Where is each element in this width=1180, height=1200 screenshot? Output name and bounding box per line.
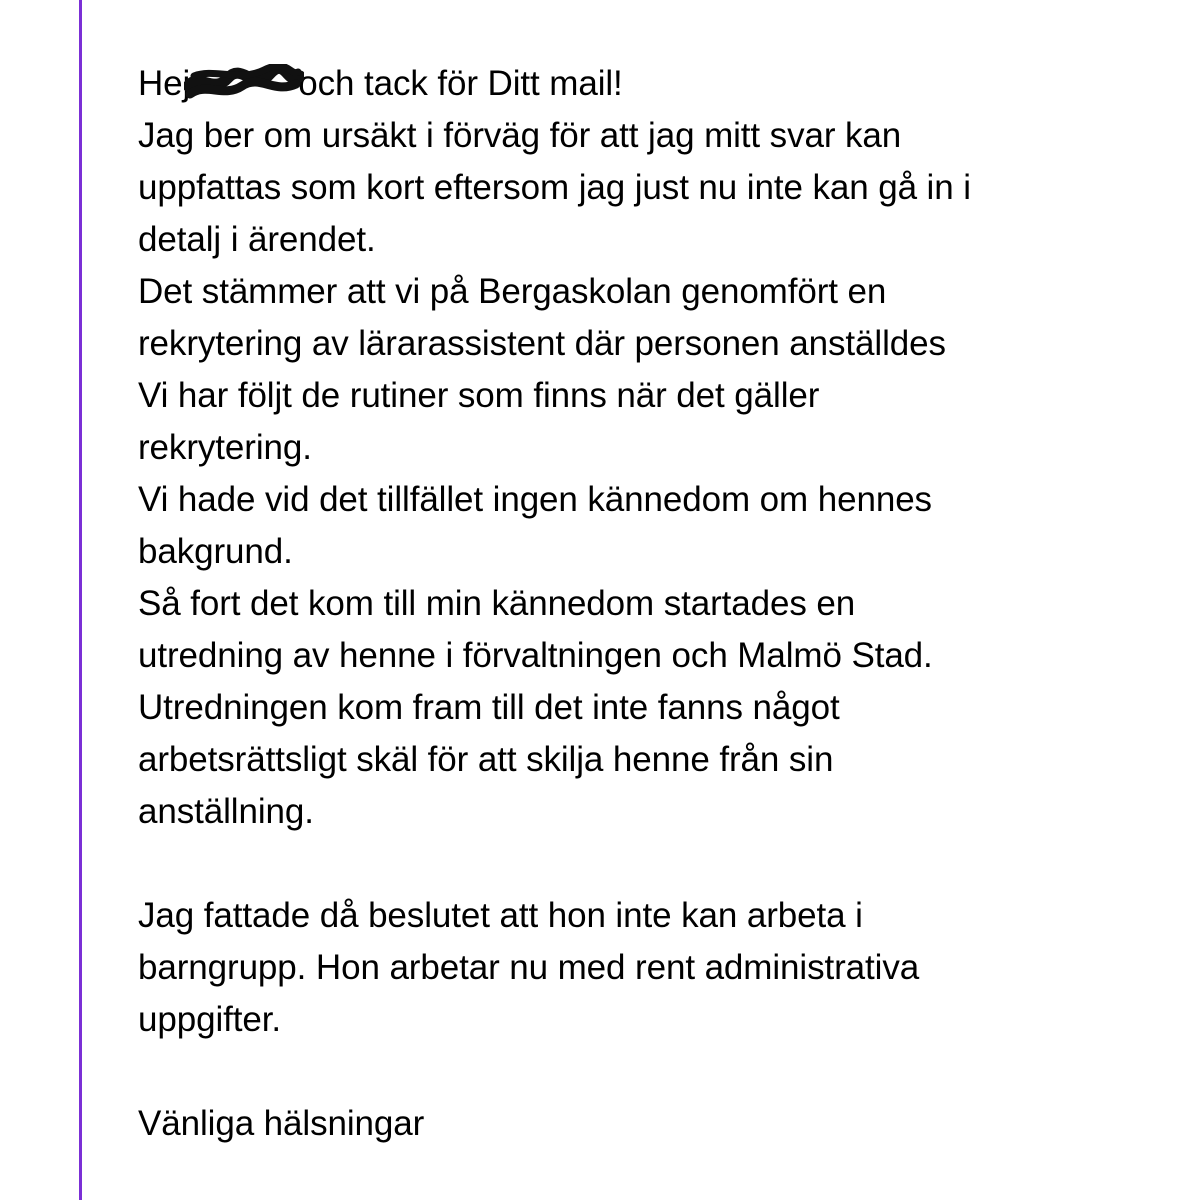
body-line: Jag fattade då beslutet att hon inte kan arbeta i — [138, 896, 863, 935]
body-line: rekrytering av lärarassistent där personen anställdes — [138, 324, 946, 363]
body-line: bakgrund. — [138, 532, 293, 571]
paragraph-2 — [138, 890, 1158, 1046]
paragraph-1 — [138, 110, 1158, 838]
body-line: anställning. — [138, 792, 314, 831]
body-line: Så fort det kom till min kännedom startades en — [138, 584, 856, 623]
closing-line: Vänliga hälsningar — [138, 1104, 425, 1143]
greeting-line — [138, 58, 1158, 110]
body-line: barngrupp. Hon arbetar nu med rent administrativa — [138, 948, 920, 987]
body-line: Jag ber om ursäkt i förväg för att jag mitt svar kan — [138, 116, 902, 155]
body-line: rekrytering. — [138, 428, 312, 467]
quote-bar — [79, 0, 82, 1200]
greeting-suffix: och tack för Ditt mail! — [298, 64, 623, 103]
body-line: Vi hade vid det tillfället ingen kännedom om hennes — [138, 480, 932, 519]
body-line: Det stämmer att vi på Bergaskolan genomfört en — [138, 272, 887, 311]
body-line: uppfattas som kort eftersom jag just nu inte kan gå in i — [138, 168, 971, 207]
email-body — [138, 58, 1158, 1150]
blank-line — [138, 838, 1158, 890]
redacted-name-scribble — [190, 68, 298, 98]
body-line: arbetsrättsligt skäl för att skilja henne från sin — [138, 740, 834, 779]
body-line: uppgifter. — [138, 1000, 281, 1039]
greeting-prefix: Hej — [138, 64, 191, 103]
body-line: utredning av henne i förvaltningen och Malmö Stad. — [138, 636, 933, 675]
blank-line — [138, 1046, 1158, 1098]
body-line: detalj i ärendet. — [138, 220, 376, 259]
body-line: Vi har följt de rutiner som finns när det gäller — [138, 376, 820, 415]
body-line: Utredningen kom fram till det inte fanns något — [138, 688, 840, 727]
